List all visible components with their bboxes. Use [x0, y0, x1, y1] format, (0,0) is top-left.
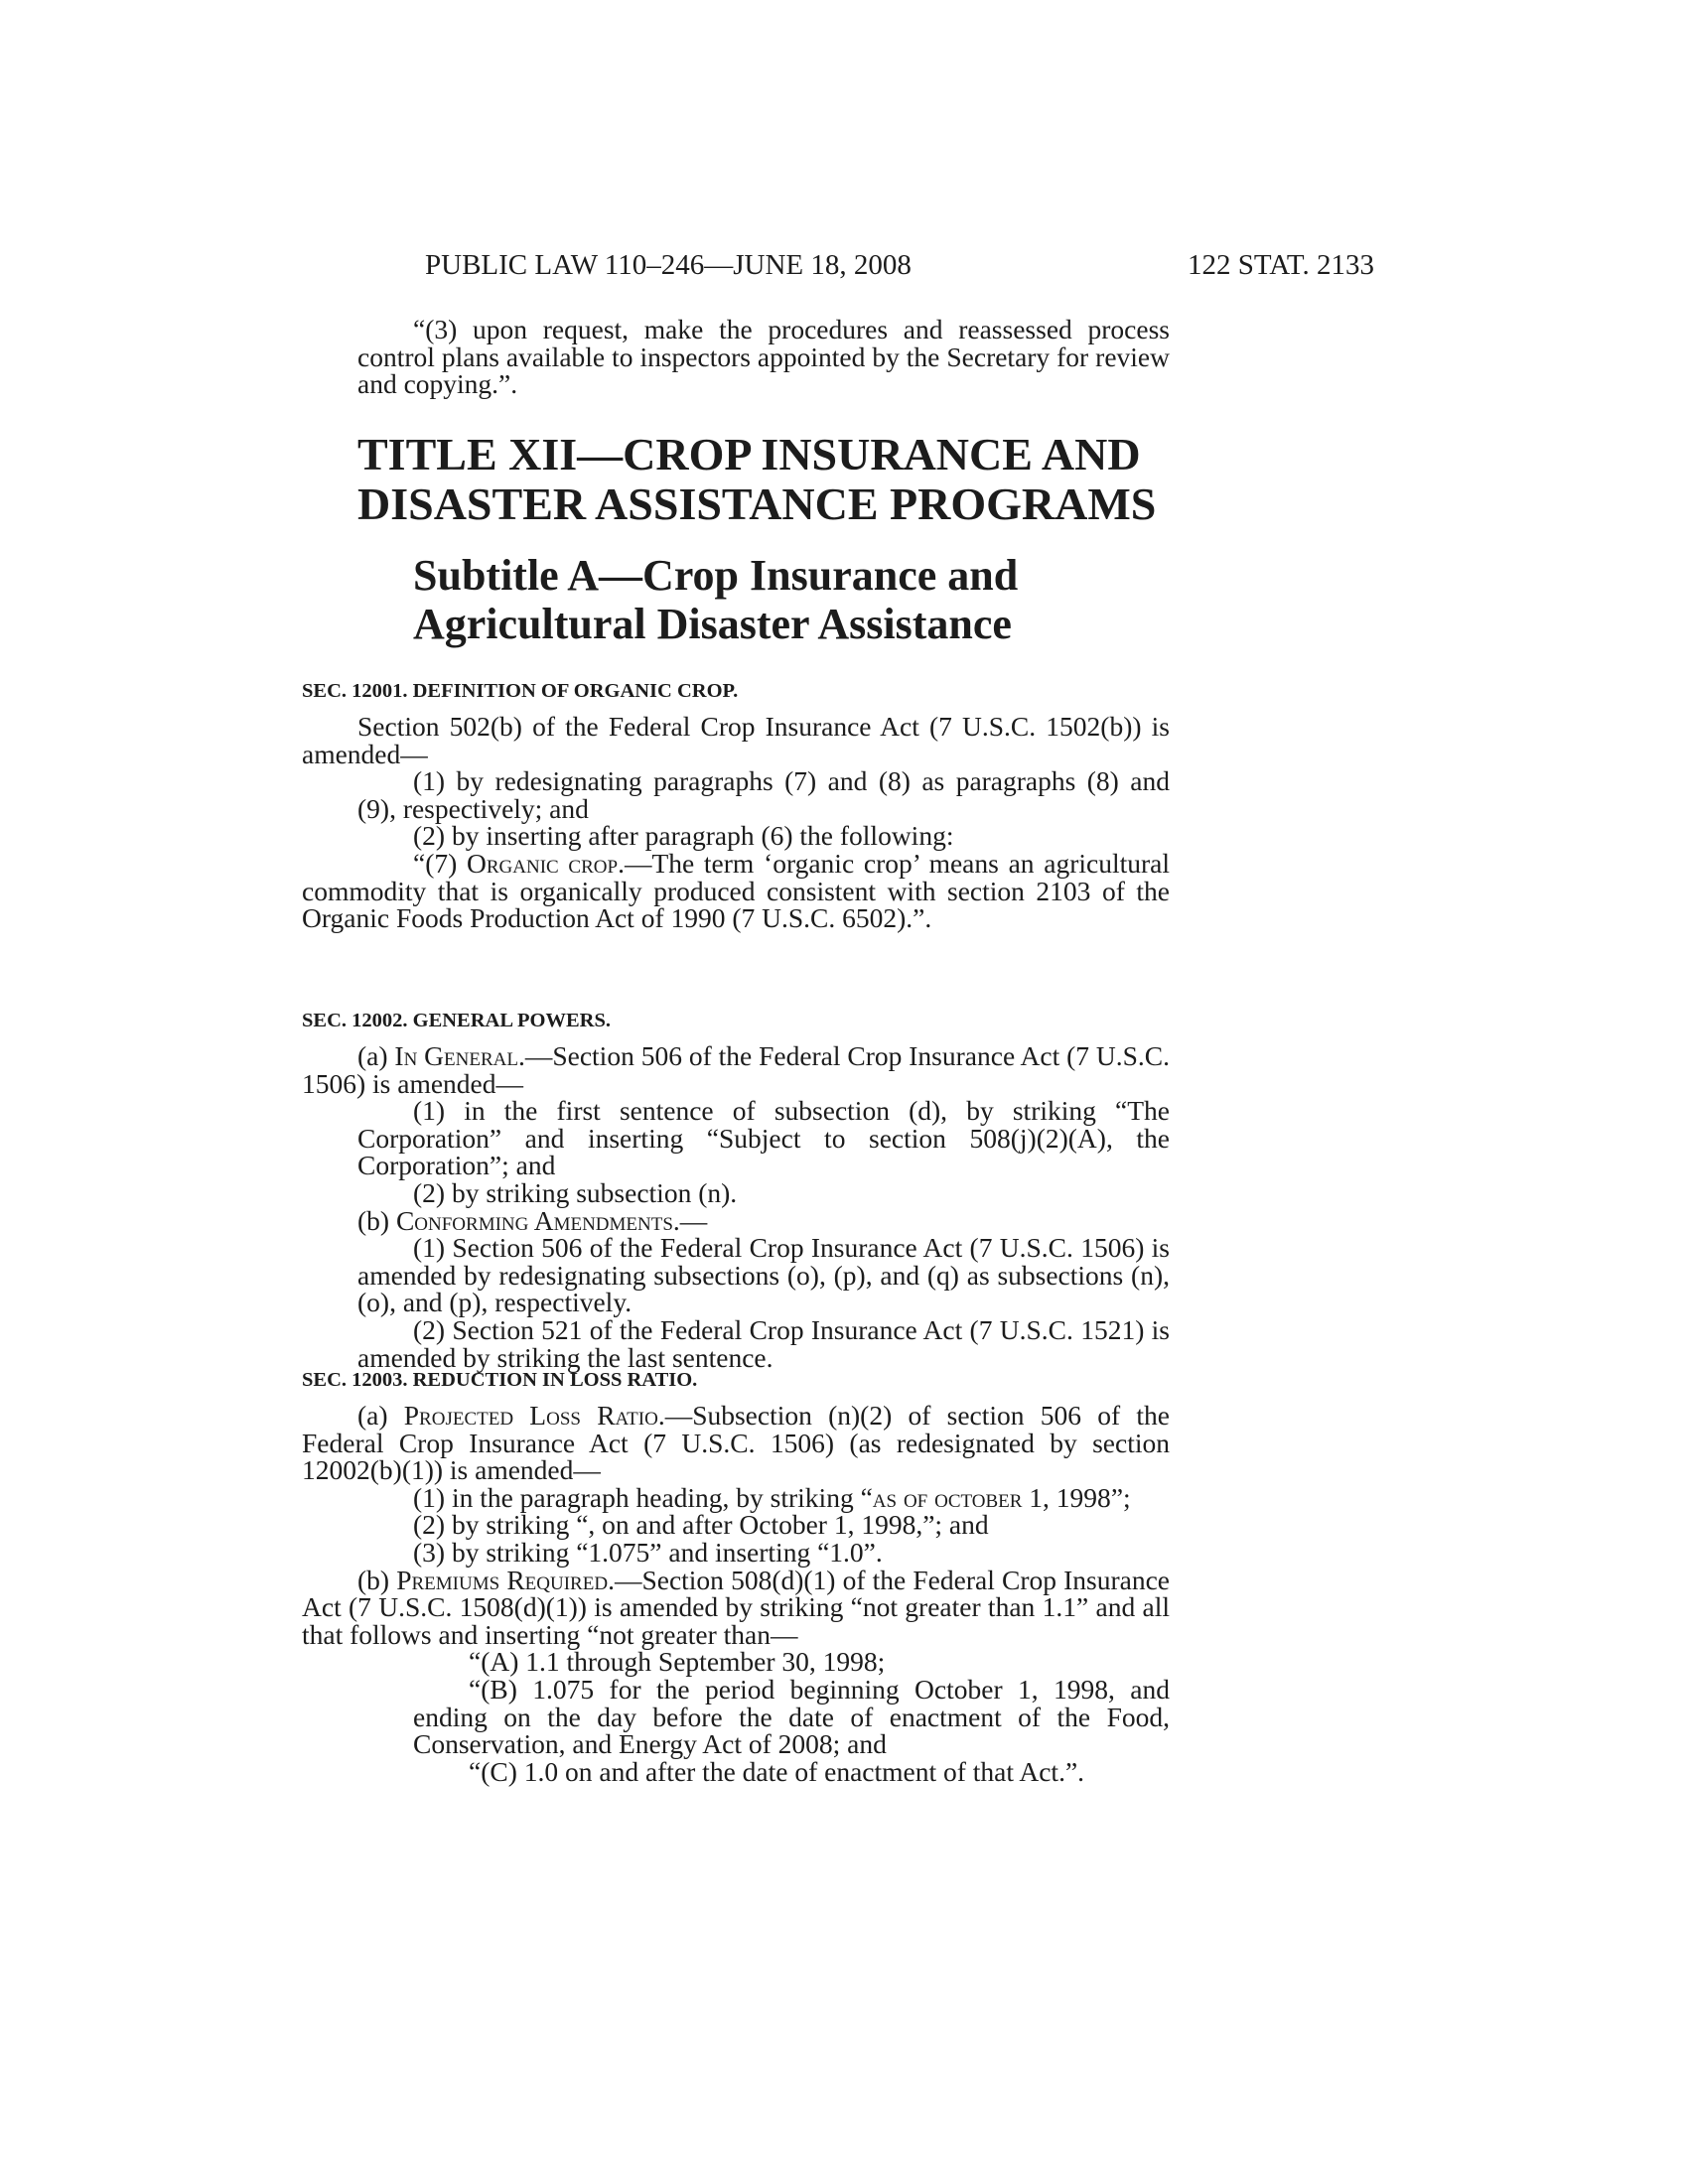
paragraph: (1) Section 506 of the Federal Crop Insurance Act (7 U.S.C. 1506) is amended by redesignating subsections (o), (p), and (q) as subsections (n), (o), and (p), respectively.: [357, 1232, 1170, 1318]
paragraph: (1) in the first sentence of subsection (d), by striking “The Corporation” and inserting “Subject to section 508(j)(2)(A), the Corporation”; and: [357, 1095, 1170, 1181]
paragraph: “(B) 1.075 for the period beginning October 1, 1998, and ending on the day before the date of enactment of the Food, Conservation, and Energy Act of 2008; and: [413, 1673, 1170, 1760]
paragraph: “(7) Organic crop.—The term ‘organic crop’ means an agricultural commodity that is organically produced consistent with section 2103 of the Organic Foods Production Act of 1990 (7 U.S.C. 6502).”.: [302, 847, 1170, 934]
paragraph: (3) by striking “1.075” and inserting “1.0”.: [413, 1536, 883, 1568]
title-line-1: TITLE XII—CROP INSURANCE AND: [357, 429, 1141, 479]
section-12003: [302, 1368, 1170, 1785]
subtitle-block: [302, 551, 1295, 648]
paragraph: (1) by redesignating paragraphs (7) and (8) as paragraphs (8) and (9), respectively; and: [357, 765, 1170, 824]
paragraph: (a) Projected Loss Ratio.—Subsection (n)(2) of section 506 of the Federal Crop Insurance Act (7 U.S.C. 1506) (as redesignated by section 12002(b)(1)) is amended—: [302, 1400, 1170, 1486]
paragraph: “(A) 1.1 through September 30, 1998;: [469, 1646, 886, 1678]
intro-paragraph: “(3) upon request, make the procedures and reassessed process control plans available to inspectors appointed by the Secretary for review and copying.”.: [357, 314, 1170, 400]
subtitle-line-1: Subtitle A—Crop Insurance and: [413, 551, 1019, 600]
paragraph: (2) by inserting after paragraph (6) the following:: [413, 820, 954, 852]
section-12001: [302, 679, 1170, 932]
paragraph: Section 502(b) of the Federal Crop Insurance Act (7 U.S.C. 1502(b)) is amended—: [302, 711, 1170, 769]
section-heading: SEC. 12002. GENERAL POWERS.: [302, 1010, 611, 1031]
paragraph: (b) Conforming Amendments.—: [357, 1204, 708, 1236]
intro-section: [302, 316, 1170, 398]
subtitle-line-2: Agricultural Disaster Assistance: [413, 600, 1012, 648]
section-heading: SEC. 12003. REDUCTION IN LOSS RATIO.: [302, 1369, 698, 1391]
page-number-header: 122 STAT. 2133: [1187, 249, 1374, 281]
paragraph: (2) by striking “, on and after October 1, 1998,”; and: [413, 1509, 989, 1541]
running-header-left: PUBLIC LAW 110–246—JUNE 18, 2008: [425, 249, 912, 281]
paragraph: “(C) 1.0 on and after the date of enactment of that Act.”.: [469, 1755, 1085, 1787]
paragraph: (a) In General.—Section 506 of the Federal Crop Insurance Act (7 U.S.C. 1506) is amended—: [302, 1040, 1171, 1099]
paragraph: (2) Section 521 of the Federal Crop Insurance Act (7 U.S.C. 1521) is amended by striking the last sentence.: [357, 1313, 1170, 1373]
title-block: [302, 430, 1295, 529]
section-heading: SEC. 12001. DEFINITION OF ORGANIC CROP.: [302, 680, 739, 702]
title-line-2: DISASTER ASSISTANCE PROGRAMS: [357, 478, 1157, 529]
section-12002: [302, 1009, 1170, 1371]
paragraph: (1) in the paragraph heading, by striking “as of october 1, 1998”;: [413, 1481, 1131, 1513]
paragraph: (2) by striking subsection (n).: [413, 1176, 738, 1208]
paragraph: (b) Premiums Required.—Section 508(d)(1) of the Federal Crop Insurance Act (7 U.S.C. 1508(d)(1)) is amended by striking “not greater than 1.1” and all that follows and inserting “not greater than—: [302, 1564, 1170, 1650]
